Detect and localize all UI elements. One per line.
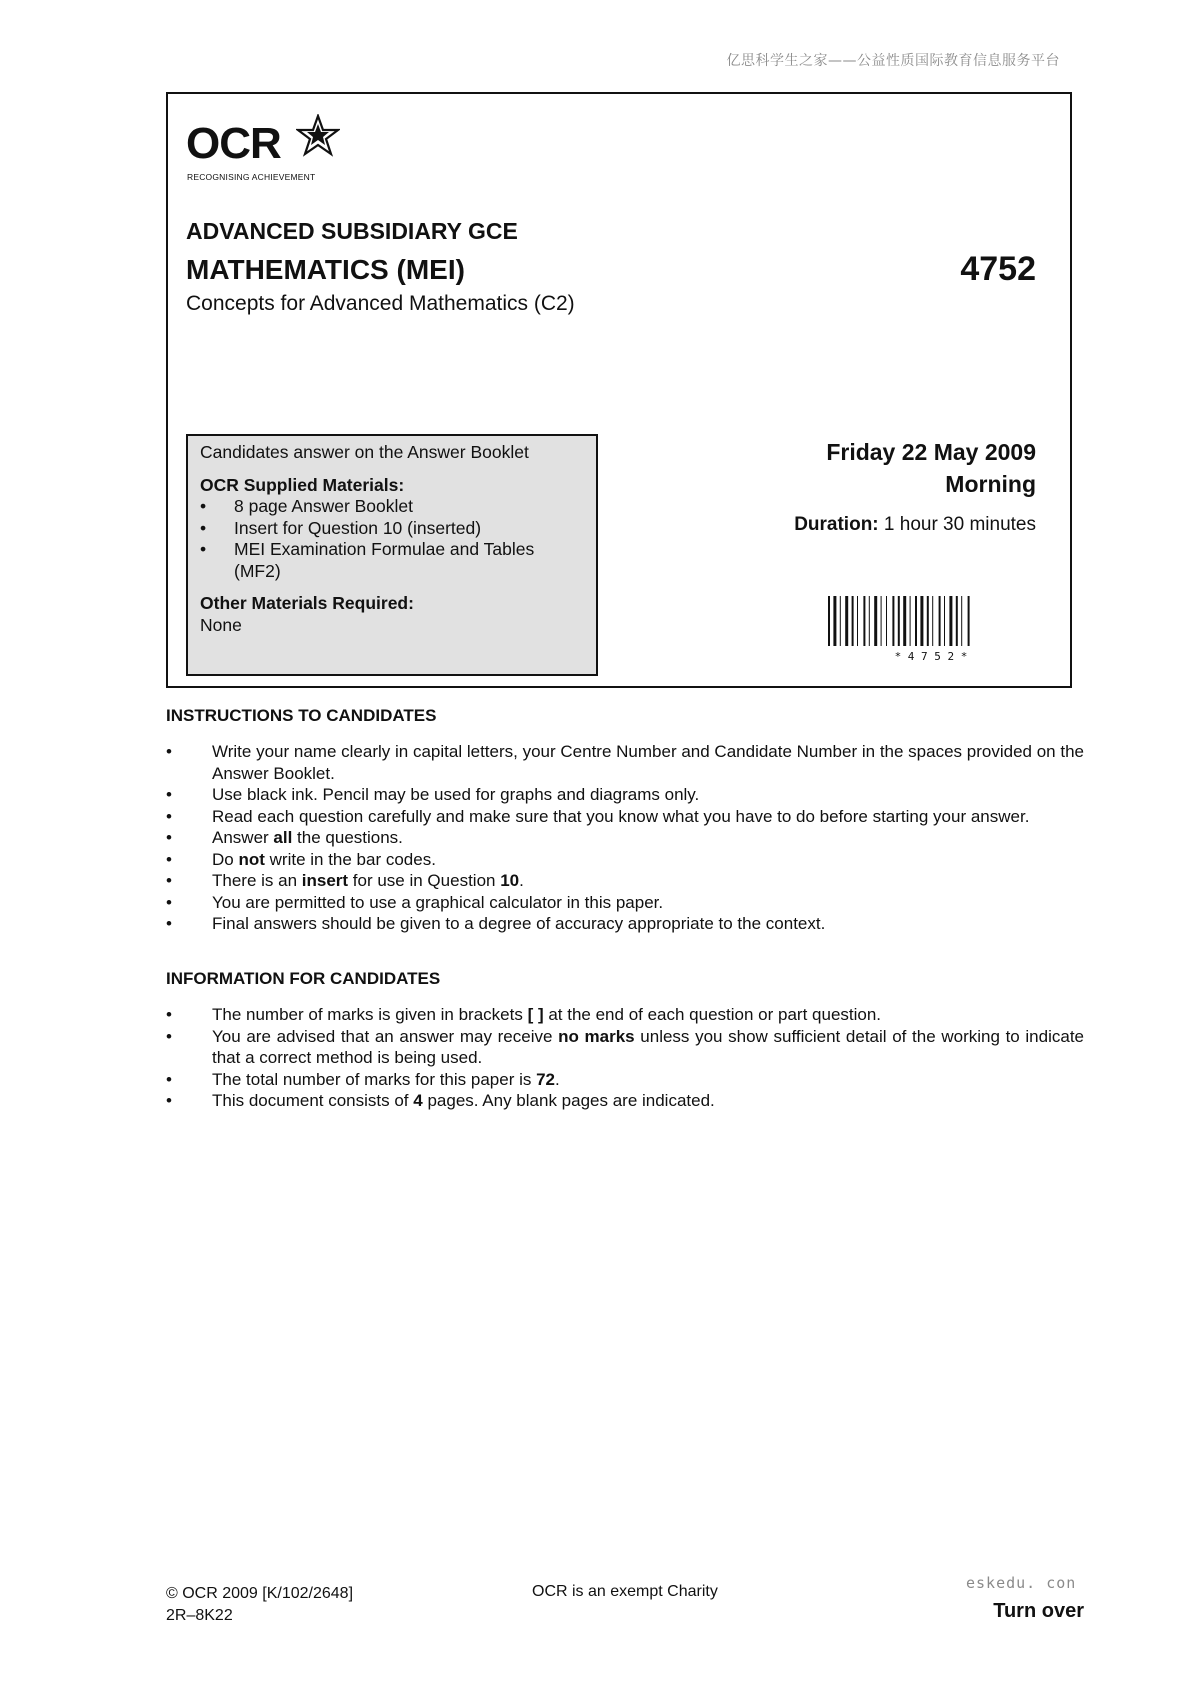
bullet: • [200, 539, 207, 559]
barcode-bar [932, 596, 933, 646]
list-item: • Read each question carefully and make sure that you know what you have to do before starting your answer. [166, 806, 1030, 826]
barcode-bar [903, 596, 906, 646]
exam-info [794, 436, 1036, 536]
star-icon [296, 114, 340, 158]
barcode-bar [949, 596, 952, 646]
paper-code: 4752 [960, 250, 1036, 288]
list-item: • There is an insert for use in Question 10. [166, 871, 524, 890]
barcode-text: * 4 7 5 2 * [894, 650, 968, 663]
supplied-list [200, 496, 584, 582]
barcode-bar [852, 596, 854, 646]
other-value: None [200, 614, 242, 635]
barcode-bar [915, 596, 917, 646]
barcode-bar [840, 596, 841, 646]
qualification: ADVANCED SUBSIDIARY GCE [186, 218, 518, 244]
watermark-top: 亿思科学生之家——公益性质国际教育信息服务平台 [726, 53, 1060, 69]
list-item: • MEI Examination Formulae and Tables (MF2) [200, 539, 535, 581]
barcode-bar [944, 596, 945, 646]
list-item: • Use black ink. Pencil may be used for graphs and diagrams only. [166, 785, 700, 804]
list-item: • Write your name clearly in capital letters, your Centre Number and Candidate Number in the spaces provided on the Answer Booklet. [166, 742, 1084, 783]
turn-over: Turn over [993, 1600, 1084, 1622]
list-item: • You are advised that an answer may receive no marks unless you show sufficient detail of the working to indicate that a correct method is being used. [166, 1026, 1085, 1067]
barcode [826, 594, 1036, 664]
list-item: • Final answers should be given to a degree of accuracy appropriate to the context. [166, 914, 826, 933]
barcode-bar [828, 596, 830, 646]
paper-ref: 2R–8K22 [166, 1607, 233, 1624]
logo-tagline: RECOGNISING ACHIEVEMENT [187, 172, 316, 182]
copyright: © OCR 2009 [K/102/2648] [166, 1585, 354, 1602]
barcode-bar [886, 596, 887, 646]
unit-title: Concepts for Advanced Mathematics (C2) [186, 292, 575, 315]
watermark-bottom: eskedu. con [966, 1574, 1077, 1592]
barcode-bar [956, 596, 958, 646]
instructions-list [166, 741, 1084, 935]
list-item: • Do not write in the bar codes. [166, 849, 436, 869]
barcode-bar [892, 596, 894, 646]
footer-left [166, 1583, 353, 1627]
list-item: • The number of marks is given in brackets [ ] at the end of each question or part question. [166, 1005, 882, 1024]
barcode-bar [833, 596, 836, 646]
list-item: • You are permitted to use a graphical calculator in this paper. [166, 892, 664, 912]
answer-line: Candidates answer on the Answer Booklet [200, 442, 529, 462]
barcode-bar [863, 596, 865, 646]
barcode-bar [939, 596, 941, 646]
barcode-bar [920, 596, 923, 646]
exam-session: Morning [945, 471, 1036, 497]
barcode-bar [857, 596, 858, 646]
list-item: • This document consists of 4 pages. Any blank pages are indicated. [166, 1091, 715, 1110]
bullet: • [200, 517, 207, 538]
subject-title: MATHEMATICS (MEI) [186, 254, 465, 285]
bullet: • [200, 496, 207, 516]
instructions-title: INSTRUCTIONS TO CANDIDATES [166, 706, 437, 725]
information-title: INFORMATION FOR CANDIDATES [166, 969, 441, 988]
barcode-bar [910, 596, 911, 646]
information-list [166, 1004, 1084, 1112]
list-item: • Insert for Question 10 (inserted) [200, 517, 482, 538]
exam-duration: Duration: 1 hour 30 minutes [794, 514, 1036, 535]
barcode-bar [874, 596, 877, 646]
supplied-heading: OCR Supplied Materials: [200, 474, 405, 495]
list-item: • Answer all the questions. [166, 828, 403, 847]
list-item: • The total number of marks for this paper is 72. [166, 1069, 560, 1089]
charity-note: OCR is an exempt Charity [532, 1583, 718, 1600]
other-heading: Other Materials Required: [200, 593, 414, 613]
barcode-bar [927, 596, 929, 646]
list-item: • 8 page Answer Booklet [200, 496, 414, 516]
exam-date: Friday 22 May 2009 [826, 439, 1036, 465]
barcode-bar [869, 596, 870, 646]
barcode-bar [845, 596, 848, 646]
barcode-bar [898, 596, 900, 646]
barcode-bar [961, 596, 962, 646]
logo-text: OCR [186, 119, 281, 168]
barcode-bar [881, 596, 882, 646]
materials-box [186, 434, 598, 676]
ocr-logo [186, 114, 346, 184]
barcode-bar [968, 596, 970, 646]
cover-box [166, 92, 1072, 688]
